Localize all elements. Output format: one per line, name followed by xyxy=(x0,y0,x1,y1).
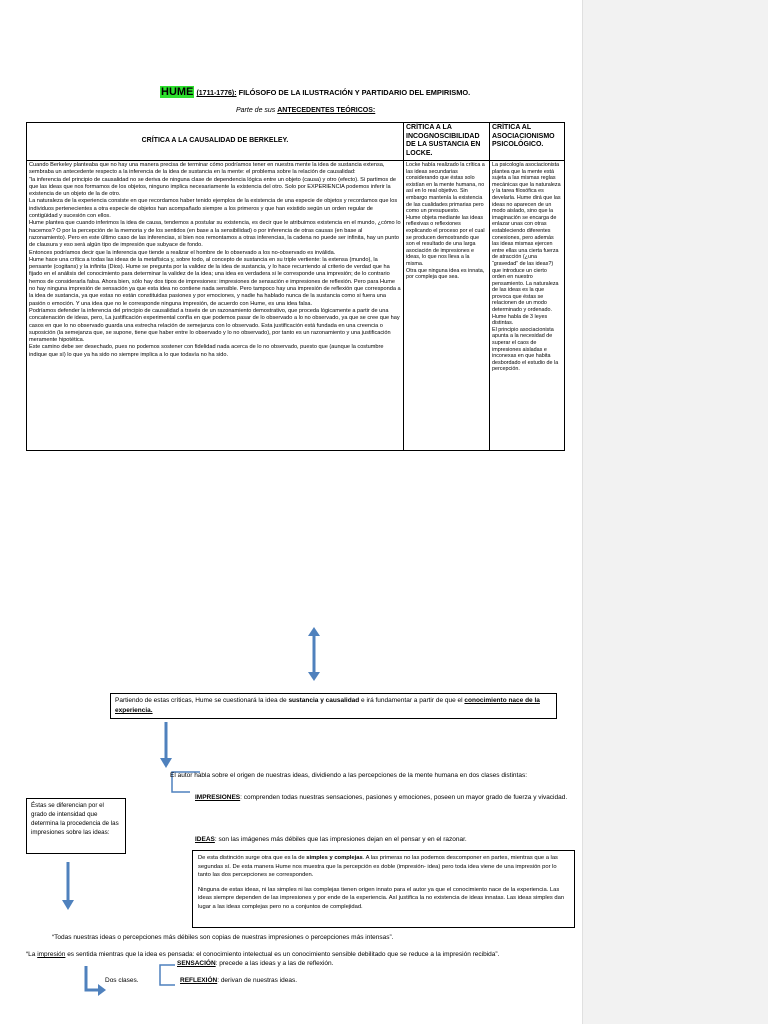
ideas-definition xyxy=(195,836,467,843)
table-cell-berkeley xyxy=(27,161,404,451)
box1-text: Partiendo de estas críticas, Hume se cuestionará la idea de xyxy=(115,697,289,704)
paragraph: Hume plantea que cuando inferimos la idea de causa, tendemos a postular su existencia, es decir que le atribuimos existencia en el mundo, ¿cómo lo hacemos? O por la percepción de la memoria y de los sentidos (en base a la sensibilidad) o por inferencia de otras causas (en base al razonamiento). Pero en este último caso de las inferencias, si bien nos remontamos a otras inferencias, la cadena no puede ser infinita, hay un punto de clausura y eso será algún tipo de impresión que subyace de fondo. xyxy=(29,220,401,249)
reflexion-definition xyxy=(180,977,297,984)
paragraph: “la inferencia del principio de causalidad no se deriva de ninguna clase de dependencia lógica entre un objeto (causa) y otro (efecto). Si partimos de que las ideas que nos formamos de los objetos, ninguno implica necesariamente la existencia del otro. Solo por EXPERIENCIA podemos inferir la existencia de un objeto de la de otro. xyxy=(29,176,396,198)
autor-line: El autor habla sobre el origen de nuestras ideas, dividiendo a las percepciones de la mente humana en dos clases distintas: xyxy=(170,772,527,779)
text: “La xyxy=(26,951,38,958)
underlined-text: impresión xyxy=(37,951,66,958)
paragraph: Otra que ninguna idea es innata, por compleja que sea. xyxy=(406,267,485,281)
paragraph: Podríamos defender la inferencia del principio de causalidad a través de un razonamiento demostrativo, que proceda lógicamente a partir de una concatenación de ideas, pero, La justificación experimental confía en que podemos pasar de lo observado a lo no observado, ya que se cree que hay casos en que lo no observado guarda una estrecha relación de semejanza con lo observado. Esta justificación está fundada en una creencia o suposición (la semejanza que, se supone, tiene que haber entre lo observado y lo no observado), por tanto es un razonamiento y una justificación meramente hipotética. xyxy=(29,307,400,344)
paragraph: La naturaleza de la experiencia consiste en que recordamos haber tenido ejemplos de la existencia de una especie de objetos y recordamos que los individuos pertenecientes a otra especie de objetos han acompañado siempre a los primeros y que han existido según un orden regular de contigüidad y sucesión con ellos. xyxy=(29,198,398,220)
elbow-arrow-icon xyxy=(86,966,106,996)
paragraph: Cuando Berkeley planteaba que no hay una manera precisa de terminar cómo podríamos tener en nuestra mente la idea de sustancia extensa, sembraba un antecedente respecto a la inferencia de la idea de sustancia en la mente: el problema sobre la relación de causalidad: xyxy=(29,162,385,176)
simple-complex-box xyxy=(192,850,575,928)
paragraph: Ninguna de estas ideas, ni las simples ni las complejas tienen origen innato para el autor ya que el conocimiento nace de la experiencia. Las ideas siempre dependen de las impresiones y por ende de la experiencia. Así justifica la no existencia de ideas innatas. Las ideas simples dan lugar a las ideas complejas pero no a conjuntos de complejidad. xyxy=(198,886,565,910)
reflexion-text: : derivan de nuestras ideas. xyxy=(217,977,298,984)
title-rest: FILÓSOFO DE LA ILUSTRACIÓN Y PARTIDARIO DEL EMPIRISMO. xyxy=(236,88,471,97)
margin-divider xyxy=(582,0,583,1024)
box1-text: e irá fundamentar a partir de que el xyxy=(359,697,465,704)
dos-clases-label: Dos clases. xyxy=(105,977,139,984)
quote-1: “Todas nuestras ideas o percepciones más débiles son copias de nuestras impresiones o percepciones más intensas”. xyxy=(52,934,394,941)
paragraph: Este camino debe ser desechado, pues no podemos sostener con fidelidad nada acerca de lo no observado, puesto que (aunque la costumbre indique que sí) lo que ya ha sido no siempre implica a lo que todavía no ha sido. xyxy=(29,344,384,358)
box1-underlined: conocimiento nace de la experiencia. xyxy=(115,697,540,714)
subtitle-prefix: Parte de sus xyxy=(236,107,278,114)
paragraph: Hume objeta mediante las ideas reflexivas o reflexiones explicando el proceso por el cual se producen demostrando que son el resultado de una larga asociación de impresiones e ideas, lo que nos lleva a la misma. xyxy=(406,214,485,267)
title-dates: (1711-1776): xyxy=(196,90,237,97)
antecedents-table xyxy=(26,122,565,451)
impresiones-label: IMPRESIONES xyxy=(195,794,241,801)
table-cell-locke xyxy=(404,161,490,451)
bracket-connector xyxy=(160,965,175,985)
impresiones-text: : comprenden todas nuestras sensaciones, pasiones y emociones, poseen un mayor grado de fuerza y vivacidad. xyxy=(240,794,568,801)
paragraph: Locke había realizado la crítica a las ideas secundarias considerando que éstas solo existían en la mente humana, no así en lo real objetivo. Sin embargo mantenía la existencia de las cualidades primarias pero como un presupuesto. xyxy=(406,162,485,215)
table-header-asociacionismo: CRÍTICA AL ASOCIACIONISMO PSICOLÓGICO. xyxy=(490,123,565,161)
table-header-locke: CRÍTICA A LA INCOGNOSCIBILIDAD DE LA SUSTANCIA EN LOCKE. xyxy=(404,123,490,161)
sensacion-definition xyxy=(177,960,333,967)
paragraph: Entonces podríamos decir que la inferencia que tiende a realizar el hombre de lo observado a los no-observado es inválida. xyxy=(29,249,336,256)
ideas-label: IDEAS xyxy=(195,836,215,843)
subtitle xyxy=(236,107,375,114)
paragraph xyxy=(198,854,569,880)
quote-2 xyxy=(26,950,566,960)
sensacion-text: : precede a las ideas y a las de reflexión. xyxy=(215,960,334,967)
text: . A las primeras no las podemos descomponer en partes, mientras que a las segundas sí. De esta manera Hume nos muestra que la percepción es doble (impresión- idea) pero toda idea viene de una impresión por lo tanto las dos percepciones se corresponden. xyxy=(198,855,558,878)
sensacion-label: SENSACIÓN xyxy=(177,960,216,967)
box1-bold: sustancia y causalidad xyxy=(288,697,360,704)
page-title xyxy=(160,86,470,98)
down-arrow-icon xyxy=(62,862,74,910)
paragraph: La psicología asociacionista plantea que la mente está sujeta a las mismas reglas mecánicas que la naturaleza y la tarea filosófica es develarla. Hume dirá que las ideas no aparecen de un modo aislado, sino que la imaginación se encarga de enlazar unas con otras estableciendo diferentes conexiones, pero además las ideas mismas ejercen entre ellas una cierta fuerza de atracción (¿una “gravedad” de las ideas?) que introduce un cierto orden en nuestro pensamiento. La naturaleza de las ideas es la que provoca que éstas se relacionen de un modo determinado y ordenado. Hume habla de 3 leyes distintas. xyxy=(492,162,561,327)
table-cell-asociacionismo xyxy=(490,161,565,451)
down-arrow-icon xyxy=(160,722,172,768)
bold-text: simples y complejas xyxy=(306,855,363,861)
intensity-note-box: Éstas se diferencian por el grado de intensidad que determina la procedencia de las impresiones sobre las ideas: xyxy=(26,798,126,854)
comment-margin xyxy=(582,0,768,1024)
paragraph: El principio asociacionista apunta a la necesidad de superar el caos de impresiones aisladas e inconexas en que habita desbordado el estudio de la percepción. xyxy=(492,326,559,373)
subtitle-label: ANTECEDENTES TEÓRICOS: xyxy=(277,107,376,114)
ideas-text: : son las imágenes más débiles que las impresiones dejan en el pensar y en el razonar. xyxy=(214,836,467,843)
reflexion-label: REFLEXIÓN xyxy=(180,977,218,984)
paragraph: Hume hace una crítica a todas las ideas de la metafísica y, sobre todo, al concepto de sustancia en su triple vertiente: la extensa (mundo), la pensante (cogitans) y la infinita (Dios). Hume se pregunta por la validez de la idea de sustancia, y lo hace recurriendo al criterio de verdad que ha fijado en el análisis del conocimiento para determinar la validez de la idea; una idea es verdadera si le corresponde una impresión; de lo contrario hemos de considerarla falsa. Ahora bien, sólo hay dos tipos de impresiones: impresiones de sensación e impresiones de reflexión. Pero para Hume no hay ninguna impresión de sensación ya que esta idea no contiene nada sensible. Pero tampoco hay una impresión de reflexión que corresponda a la idea de sustancia, ya que estas no están constituidas pasiones y por emociones, y nadie ha hablado nunca de la sustancia como si fuera una pasión o emoción. Y una idea que no le corresponde ninguna impresión, de acuerdo con Hume, es una idea falsa. xyxy=(29,256,401,307)
text: es sentida mientras que la idea es pensada: el conocimiento intelectual es un conocimiento sensible debilitado que se reduce a la impresión recibida”. xyxy=(65,951,500,958)
double-arrow-icon xyxy=(308,627,320,681)
title-hume-highlight: HUME xyxy=(161,86,194,98)
text: De esta distinción surge otra que es la de xyxy=(198,855,307,861)
critiques-conclusion-box xyxy=(110,693,557,719)
table-header-berkeley: CRÍTICA A LA CAUSALIDAD DE BERKELEY. xyxy=(27,123,404,161)
impresiones-definition xyxy=(195,789,575,807)
